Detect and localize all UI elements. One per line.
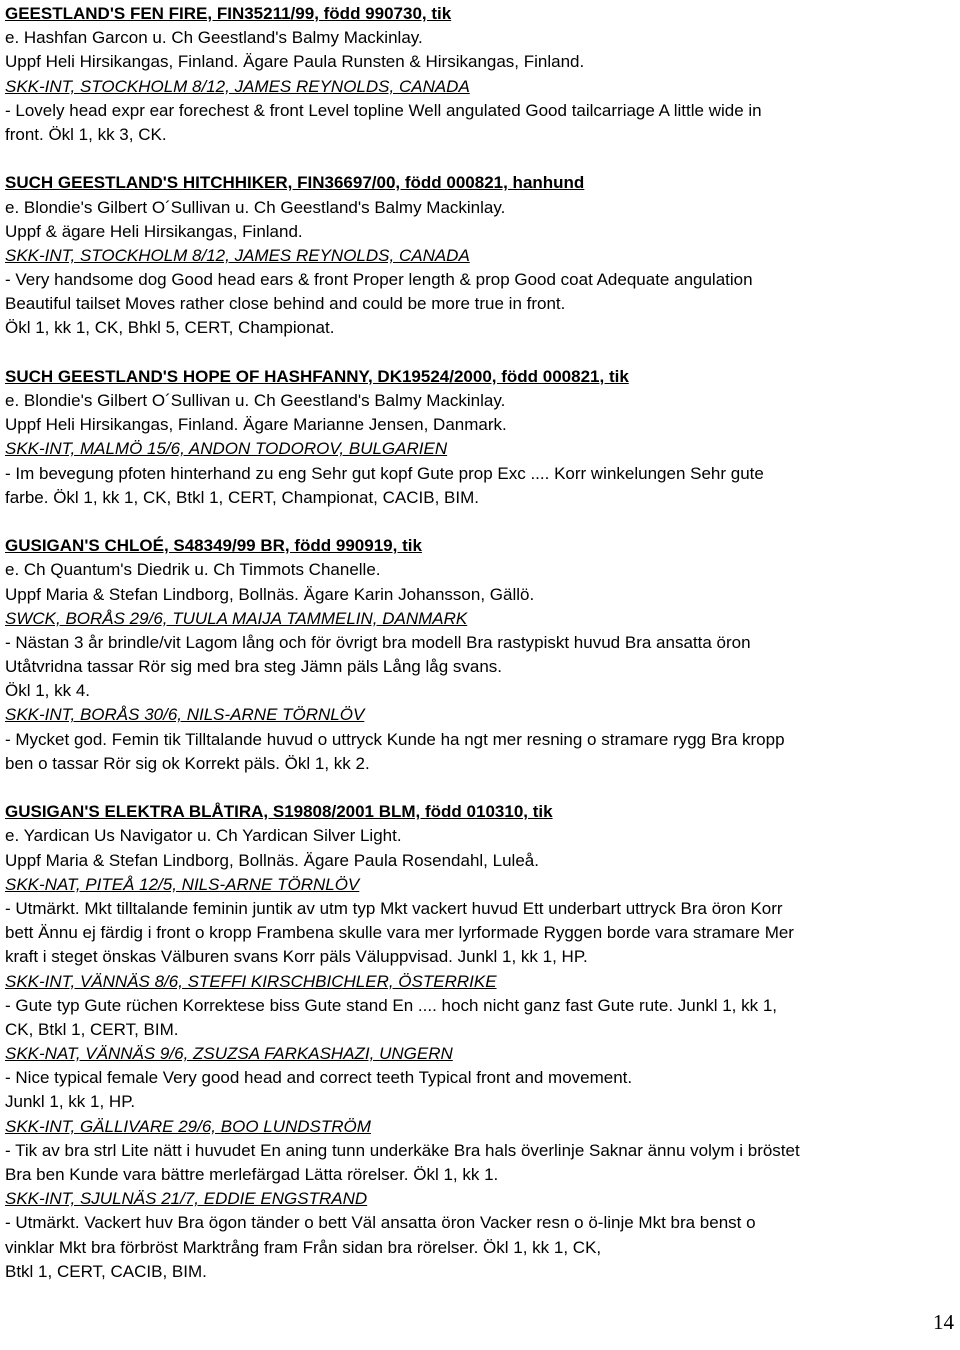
entry-text-line: - Im bevegung pfoten hinterhand zu eng Sehr gut kopf Gute prop Exc .... Korr winkelungen Sehr gute xyxy=(5,463,764,483)
entry-text-line: - Gute typ Gute rüchen Korrektese biss Gute stand En .... hoch nicht ganz fast Gute rute. Junkl 1, kk 1, xyxy=(5,995,778,1015)
entry-text-line: - Tik av bra strl Lite nätt i huvudet En aning tunn underkäke Bra hals överlinje Saknar ännu volym i bröstet xyxy=(5,1140,800,1160)
entry-text-line: - Mycket god. Femin tik Tilltalande huvud o uttryck Kunde ha ngt mer resning o stramare rygg Bra kropp xyxy=(5,729,785,749)
entry-text-line: e. Blondie's Gilbert O´Sullivan u. Ch Geestland's Balmy Mackinlay. xyxy=(5,391,506,410)
show-judge-heading: SKK-NAT, PITEÅ 12/5, NILS-ARNE TÖRNLÖV xyxy=(5,874,360,894)
entry-text-line: e. Ch Quantum's Diedrik u. Ch Timmots Chanelle. xyxy=(5,560,381,580)
entry-title: SUCH GEESTLAND'S HITCHHIKER, FIN36697/00, född 000821, hanhund xyxy=(5,173,585,193)
dog-entry xyxy=(5,171,950,340)
entry-text-line: Btkl 1, CERT, CACIB, BIM. xyxy=(5,1261,207,1281)
document-page xyxy=(5,2,950,1284)
entry-text-line: - Nice typical female Very good head and correct teeth Typical front and movement. xyxy=(5,1068,633,1088)
show-judge-heading: SKK-INT, STOCKHOLM 8/12, JAMES REYNOLDS, CANADA xyxy=(5,245,470,265)
entry-text-line: Uppf Heli Hirsikangas, Finland. Ägare Paula Runsten & Hirsikangas, Finland. xyxy=(5,52,585,72)
entry-title: GUSIGAN'S CHLOÉ, S48349/99 BR, född 990919, tik xyxy=(5,536,422,556)
entry-text-line: - Utmärkt. Vackert huv Bra ögon tänder o bett Väl ansatta öron Vacker resn o ö-linje Mkt bra benst o xyxy=(5,1213,756,1233)
entry-text-line: vinklar Mkt bra förbröst Marktrång fram Från sidan bra rörelser. Ökl 1, kk 1, CK, xyxy=(5,1237,602,1257)
entry-text-line: Utåtvridna tassar Rör sig med bra steg Jämn päls Lång låg svans. xyxy=(5,657,503,677)
entry-text-line: Uppf & ägare Heli Hirsikangas, Finland. xyxy=(5,221,303,241)
entry-text-line: Uppf Heli Hirsikangas, Finland. Ägare Marianne Jensen, Danmark. xyxy=(5,415,507,435)
entry-text-line: - Lovely head expr ear forechest & front Level topline Well angulated Good tailcarriage A little wide in xyxy=(5,100,762,120)
show-judge-heading: SKK-NAT, VÄNNÄS 9/6, ZSUZSA FARKASHAZI, UNGERN xyxy=(5,1044,453,1064)
entry-text-line: Junkl 1, kk 1, HP. xyxy=(5,1092,136,1112)
show-judge-heading: SKK-INT, MALMÖ 15/6, ANDON TODOROV, BULGARIEN xyxy=(5,439,448,459)
dog-entry xyxy=(5,800,950,1284)
entry-title: GEESTLAND'S FEN FIRE, FIN35211/99, född 990730, tik xyxy=(5,4,452,23)
entry-text-line: Uppf Maria & Stefan Lindborg, Bollnäs. Ägare Paula Rosendahl, Luleå. xyxy=(5,850,539,870)
entry-spacer xyxy=(5,341,950,365)
entry-text-line: Ökl 1, kk 1, CK, Bhkl 5, CERT, Championat. xyxy=(5,318,335,338)
show-judge-heading: SKK-INT, GÄLLIVARE 29/6, BOO LUNDSTRÖM xyxy=(5,1116,371,1136)
show-judge-heading: SKK-INT, STOCKHOLM 8/12, JAMES REYNOLDS, CANADA xyxy=(5,76,470,96)
entry-text-line: - Very handsome dog Good head ears & front Proper length & prop Good coat Adequate angulation xyxy=(5,270,753,290)
entry-text-line: - Utmärkt. Mkt tilltalande feminin juntik av utm typ Mkt vackert huvud Ett underbart uttryck Bra öron Korr xyxy=(5,898,783,918)
page-number: 14 xyxy=(933,1310,954,1334)
entry-text-line: Beautiful tailset Moves rather close behind and could be more true in front. xyxy=(5,294,566,314)
entry-text-line: bett Ännu ej färdig i front o kropp Frambena skulle vara mer lyrformade Ryggen borde vara stramare Mer xyxy=(5,923,794,943)
entry-text-line: Bra ben Kunde vara bättre merlefärgad Lätta rörelser. Ökl 1, kk 1. xyxy=(5,1165,499,1184)
entry-text-line: kraft i steget önskas Välburen svans Korr päls Väluppvisad. Junkl 1, kk 1, HP. xyxy=(5,947,588,967)
dog-entry xyxy=(5,365,950,510)
entry-text-line: CK, Btkl 1, CERT, BIM. xyxy=(5,1019,179,1039)
entry-text-line: Ökl 1, kk 4. xyxy=(5,681,91,701)
entry-spacer xyxy=(5,776,950,800)
entry-title: SUCH GEESTLAND'S HOPE OF HASHFANNY, DK19524/2000, född 000821, tik xyxy=(5,366,629,386)
entry-text-line: ben o tassar Rör sig ok Korrekt päls. Ökl 1, kk 2. xyxy=(5,753,370,773)
entry-text-line: e. Yardican Us Navigator u. Ch Yardican Silver Light. xyxy=(5,826,402,846)
dog-entry xyxy=(5,2,950,147)
show-judge-heading: SKK-INT, BORÅS 30/6, NILS-ARNE TÖRNLÖV xyxy=(5,705,365,725)
entry-text-line: Uppf Maria & Stefan Lindborg, Bollnäs. Ägare Karin Johansson, Gällö. xyxy=(5,584,535,604)
show-judge-heading: SKK-INT, SJULNÄS 21/7, EDDIE ENGSTRAND xyxy=(5,1189,368,1209)
entry-text-line: farbe. Ökl 1, kk 1, CK, Btkl 1, CERT, Championat, CACIB, BIM. xyxy=(5,487,479,507)
show-judge-heading: SWCK, BORÅS 29/6, TUULA MAIJA TAMMELIN, DANMARK xyxy=(5,608,468,628)
entry-text-line: e. Blondie's Gilbert O´Sullivan u. Ch Geestland's Balmy Mackinlay. xyxy=(5,197,506,217)
show-judge-heading: SKK-INT, VÄNNÄS 8/6, STEFFI KIRSCHBICHLER, ÖSTERRIKE xyxy=(5,971,497,991)
entry-spacer xyxy=(5,510,950,534)
entry-text-line: e. Hashfan Garcon u. Ch Geestland's Balmy Mackinlay. xyxy=(5,28,423,48)
entry-text-line: front. Ökl 1, kk 3, CK. xyxy=(5,124,167,144)
entry-title: GUSIGAN'S ELEKTRA BLÅTIRA, S19808/2001 BLM, född 010310, tik xyxy=(5,802,553,822)
entry-spacer xyxy=(5,147,950,171)
dog-entry xyxy=(5,534,950,776)
entry-text-line: - Nästan 3 år brindle/vit Lagom lång och för övrigt bra modell Bra rastypiskt huvud Bra ansatta öron xyxy=(5,632,751,652)
